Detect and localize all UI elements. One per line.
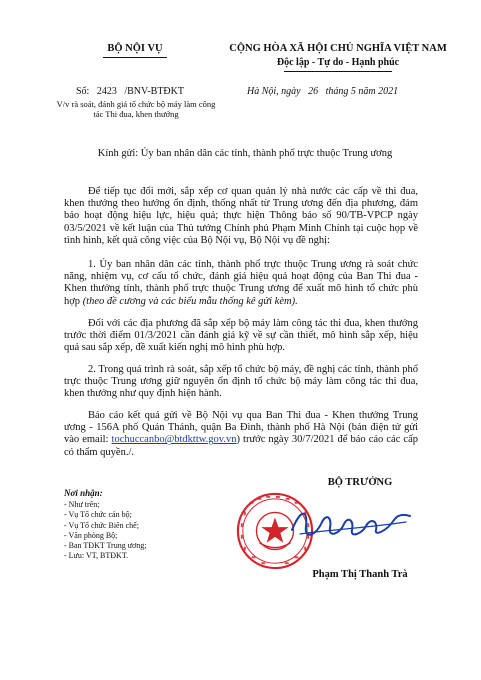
signer-title: BỘ TRƯỞNG (327, 477, 393, 488)
paragraph-2-text: 1. Ủy ban nhân dân các tỉnh, thành phố trực thuộc Trung ương rà soát chức năng, nhiệm vụ, cơ cấu tổ chức, đánh giá hiệu quả hoạt động của Ban Thi đua - Khen thưởng tỉnh, thành phố trực thuộc Trung ương để xuất mô hình tổ chức phù hợp (64, 259, 418, 307)
receiver-item: - Vụ Tổ chức cán bộ; (64, 510, 132, 520)
place-and-date: Hà Nội, ngày 26 tháng 5 năm 2021 (247, 86, 399, 97)
receiver-item: - Lưu: VT, BTĐKT. (64, 551, 129, 561)
issuing-agency: BỘ NỘI VỤ (107, 43, 163, 54)
document-subject: V/v rà soát, đánh giá tổ chức bộ máy làm công tác Thi đua, khen thưởng (56, 99, 216, 119)
email-link[interactable]: tochuccanbo@btdkttw.gov.vn (111, 434, 237, 446)
paragraph-5-text: Báo cáo kết quả gửi về Bộ Nội vụ qua Ban Thi đua - Khen thưởng Trung ương - 156A phố Quán Thánh, quận Ba Đình, thành phố Hà Nội (bản điện tử gửi vào email: (64, 410, 418, 446)
body-paragraph-5 (64, 410, 418, 459)
recipient-line: Kính gửi: Ủy ban nhân dân các tỉnh, thành phố trực thuộc Trung ương (97, 148, 393, 159)
receivers-title: Nơi nhận: (64, 488, 103, 498)
body-paragraph-2 (64, 259, 418, 308)
body-paragraph-3: Đối với các địa phương đã sắp xếp bộ máy làm công tác thi đua, khen thưởng trước thời điểm 01/3/2021 cần đánh giá kỹ về sự cần thiết, mô hình sắp xếp, hiệu quả sau sắp xếp, đề xuất kiến nghị mô hình phù hợp. (64, 318, 418, 354)
body-paragraph-4: 2. Trong quá trình rà soát, sắp xếp tổ chức bộ máy, đề nghị các tỉnh, thành phố trực thuộc Trung ương giữ nguyên ổn định tổ chức bộ máy làm công tác thi đua, khen thưởng như quy định hiện hành. (64, 364, 418, 400)
signer-name: Phạm Thị Thanh Trà (312, 569, 408, 580)
agency-underline (103, 57, 167, 58)
paragraph-5-tail: ) trước ngày 30/7/2021 để báo cáo các cấp có thẩm quyền./. (64, 434, 418, 458)
motto-underline (284, 71, 392, 72)
handwritten-signature-icon (286, 500, 416, 550)
receiver-item: - Ban TĐKT Trung ương; (64, 541, 147, 551)
national-motto: Độc lập - Tự do - Hạnh phúc (276, 57, 400, 68)
national-title: CỘNG HÒA XÃ HỘI CHỦ NGHĨA VIỆT NAM (229, 43, 447, 54)
receivers-list (64, 500, 147, 562)
receiver-item: - Văn phòng Bộ; (64, 530, 118, 540)
receiver-item: - Như trên; (64, 500, 100, 509)
receiver-item: - Vụ Tổ chức Biên chế; (64, 520, 139, 530)
body-paragraph-1: Để tiếp tục đổi mới, sắp xếp cơ quan quản lý nhà nước các cấp về thi đua, khen thưởng theo hướng ổn định, thống nhất từ Trung ương đến địa phương, đảm bảo hoạt động hiệu lực, hiệu quả; thực hiện Thông báo số 90/TB-VPCP ngày 03/5/2021 về kết luận của Thủ tướng Chính phủ Phạm Minh Chính tại cuộc họp về tình hình, kết quả công việc của Bộ Nội vụ, Bộ Nội vụ đề nghị: (64, 186, 418, 246)
paragraph-2-note: (theo đề cương và các biểu mẫu thống kê gửi kèm). (82, 295, 298, 307)
document-number: Số: 2423 /BNV-BTĐKT (76, 86, 184, 97)
